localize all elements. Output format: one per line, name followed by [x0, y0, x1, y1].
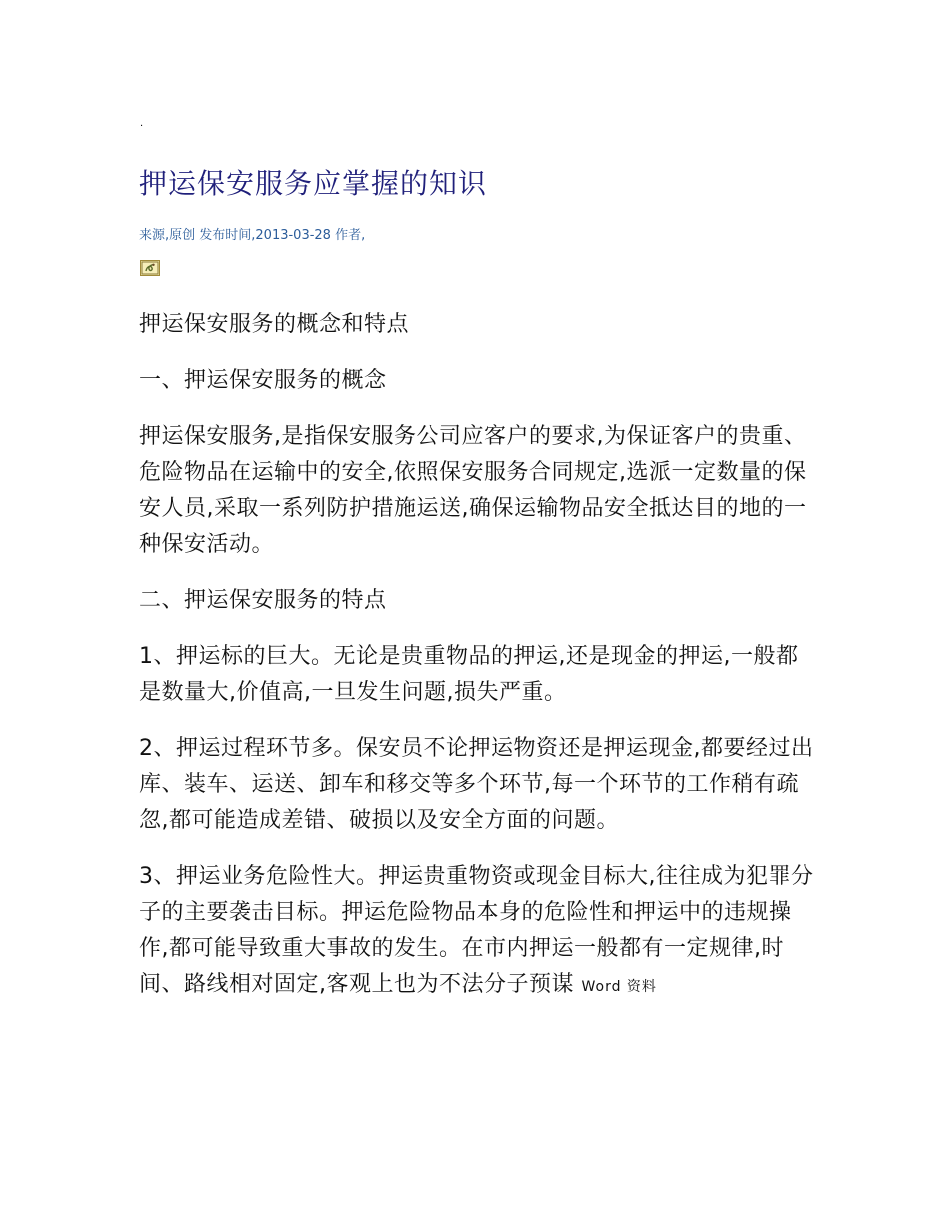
page-marker: . [140, 118, 144, 129]
paragraph: 2、押运过程环节多。保安员不论押运物资还是押运现金,都要经过出库、装车、运送、卸车和移交等多个环节,每一个环节的工作稍有疏忽,都可能造成差错、破损以及安全方面的问题。 [139, 736, 814, 833]
paragraph-text: 3、押运业务危险性大。押运贵重物资或现金目标大,往往成为犯罪分子的主要袭击目标。押运危险物品本身的危险性和押运中的违规操作,都可能导致重大事故的发生。在市内押运一般都有一定规律,时间、路线相对固定,客观上也为不法分子预谋 [139, 864, 814, 997]
paragraph-last [139, 859, 814, 1005]
paragraph: 1、押运标的巨大。无论是贵重物品的押运,还是现金的押运,一般都是数量大,价值高,一旦发生问题,损失严重。 [139, 644, 799, 705]
section-heading: 押运保安服务的概念和特点 [139, 312, 410, 337]
article-body [139, 307, 814, 1025]
subsection-heading: 二、押运保安服务的特点 [139, 588, 387, 613]
footer-note: Word 资料 [581, 979, 657, 995]
article-title: 押运保安服务应掌握的知识 [139, 167, 488, 200]
article-meta: 来源,原创 发布时间,2013-03-28 作者, [139, 228, 366, 243]
subsection-heading: 一、押运保安服务的概念 [139, 368, 387, 393]
document-image-icon [140, 260, 160, 276]
paragraph: 押运保安服务,是指保安服务公司应客户的要求,为保证客户的贵重、危险物品在运输中的安全,依照保安服务合同规定,选派一定数量的保安人员,采取一系列防护措施运送,确保运输物品安全抵达目的地的一种保安活动。 [139, 424, 807, 557]
